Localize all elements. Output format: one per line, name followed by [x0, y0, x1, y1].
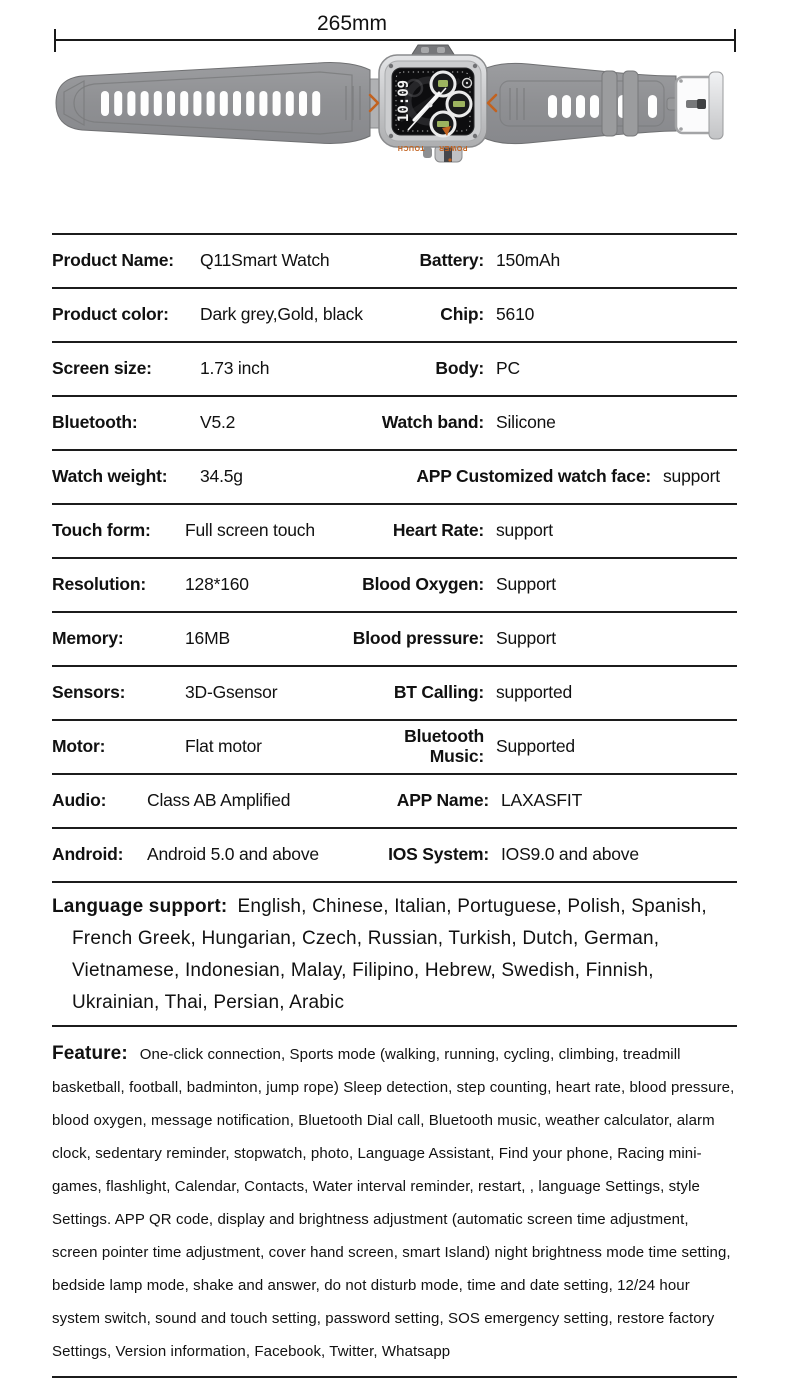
- hero-section: [0, 0, 790, 233]
- band-keeper: [602, 71, 617, 136]
- dimension-label: 265mm: [316, 12, 388, 35]
- spec-row-memory: [52, 613, 737, 667]
- spec-value: Class AB Amplified: [147, 790, 291, 811]
- watch-band-left: [56, 62, 370, 143]
- feature-list: One-click connection, Sports mode (walking, running, cycling, climbing, treadmill basketball, football, badminton, jump rope) Sleep detection, step counting, heart rate, blood pressure, blood oxygen, message notification, Bluetooth Dial call, Bluetooth music, weather calculator, alarm clock, sedentary reminder, stopwatch, photo, Language Assistant, Find your phone, Racing mini-games, flashlight, Calendar, Contacts, Water interval reminder, restart, , language Settings, style Settings. APP QR code, display and brightness adjustment (automatic screen time adjustment, screen pointer time adjustment, cover hand screen, smart Island) night brightness mode time setting, bedside lamp mode, shake and answer, do not disturb mode, time and date setting, 12/24 hour system switch, sound and touch setting, password setting, SOS emergency setting, restore factory Settings, Version information, Facebook, Twitter, Whatsapp: [52, 1046, 735, 1360]
- spec-label: APP Name:: [396, 790, 489, 811]
- spec-table: [52, 233, 737, 883]
- spec-label: Audio:: [52, 790, 107, 811]
- spec-label: BT Calling:: [393, 682, 484, 703]
- spec-label: Blood Oxygen:: [362, 574, 484, 595]
- spec-value: IOS9.0 and above: [501, 844, 639, 865]
- watch-image: [0, 0, 790, 233]
- spec-value: V5.2: [200, 412, 236, 433]
- touch-engraving: TOUCH: [397, 144, 425, 151]
- spec-label: Chip:: [440, 304, 484, 325]
- spec-row-touch-form: [52, 505, 737, 559]
- spec-value: LAXASFIT: [501, 790, 583, 811]
- watch-band-right: [482, 63, 676, 143]
- spec-value: 128*160: [185, 574, 249, 595]
- spec-row-watch-weight: [52, 451, 737, 505]
- spec-value: 1.73 inch: [200, 358, 270, 379]
- spec-label: Android:: [52, 844, 124, 865]
- spec-row-android: [52, 829, 737, 883]
- spec-row-screen-size: [52, 343, 737, 397]
- spec-row-resolution: [52, 559, 737, 613]
- spec-value: Support: [496, 628, 556, 649]
- spec-label: Product color:: [52, 304, 169, 325]
- spec-label: Heart Rate:: [392, 520, 484, 541]
- language-support-label: Language support:: [52, 896, 228, 917]
- spec-row-motor: [52, 721, 737, 775]
- spec-label: Sensors:: [52, 682, 126, 703]
- spec-value: Full screen touch: [185, 520, 315, 541]
- spec-label: Bluetooth Music:: [404, 726, 484, 766]
- spec-label: Touch form:: [52, 520, 151, 541]
- spec-label: APP Customized watch face:: [416, 466, 651, 487]
- spec-value: 16MB: [185, 628, 230, 649]
- spec-label: Blood pressure:: [352, 628, 484, 649]
- spec-row-bluetooth: [52, 397, 737, 451]
- spec-row-audio: [52, 775, 737, 829]
- spec-value: Dark grey,Gold, black: [200, 304, 363, 325]
- spec-label: IOS System:: [388, 844, 489, 865]
- spec-label: Watch band:: [381, 412, 484, 433]
- spec-value: 5610: [496, 304, 535, 325]
- watch-case: [370, 45, 496, 162]
- feature-section: [52, 1027, 737, 1378]
- spec-value: Flat motor: [185, 736, 262, 757]
- spec-label: Screen size:: [52, 358, 152, 379]
- watch-time: 10:09: [396, 79, 412, 123]
- spec-row-sensors: [52, 667, 737, 721]
- feature-label: Feature:: [52, 1043, 128, 1064]
- spec-row-product-color: [52, 289, 737, 343]
- spec-label: Battery:: [419, 250, 484, 271]
- power-engraving: POWER: [438, 144, 468, 151]
- spec-value: PC: [496, 358, 520, 379]
- spec-label: Watch weight:: [52, 466, 168, 487]
- spec-value: supported: [496, 682, 573, 703]
- spec-label: Body:: [435, 358, 484, 379]
- watch-buckle: [667, 72, 723, 139]
- spec-value: 150mAh: [496, 250, 560, 271]
- language-support-list: English, Chinese, Italian, Portuguese, Polish, Spanish, French Greek, Hungarian, Czech, Russian, Turkish, Dutch, German, Vietnamese, Indonesian, Malay, Filipino, Hebrew, Swedish, Finnish, Ukrainian, Thai, Persian, Arabic: [72, 896, 707, 1013]
- spec-label: Motor:: [52, 736, 106, 757]
- spec-row-product-name: [52, 235, 737, 289]
- language-support-section: [52, 883, 737, 1027]
- spec-value: Q11Smart Watch: [200, 250, 330, 271]
- spec-label: Bluetooth:: [52, 412, 138, 433]
- spec-label: Product Name:: [52, 250, 174, 271]
- spec-value: 3D-Gsensor: [185, 682, 278, 703]
- spec-value: support: [663, 466, 720, 487]
- spec-label: Memory:: [52, 628, 124, 649]
- spec-value: 34.5g: [200, 466, 243, 487]
- spec-value: support: [496, 520, 553, 541]
- spec-value: Android 5.0 and above: [147, 844, 319, 865]
- spec-value: Supported: [496, 736, 575, 757]
- band-keeper: [623, 71, 638, 136]
- band-holes-left: [101, 91, 320, 116]
- spec-value: Silicone: [496, 412, 556, 433]
- spec-label: Resolution:: [52, 574, 147, 595]
- watch-screen: [392, 68, 474, 136]
- spec-value: Support: [496, 574, 556, 595]
